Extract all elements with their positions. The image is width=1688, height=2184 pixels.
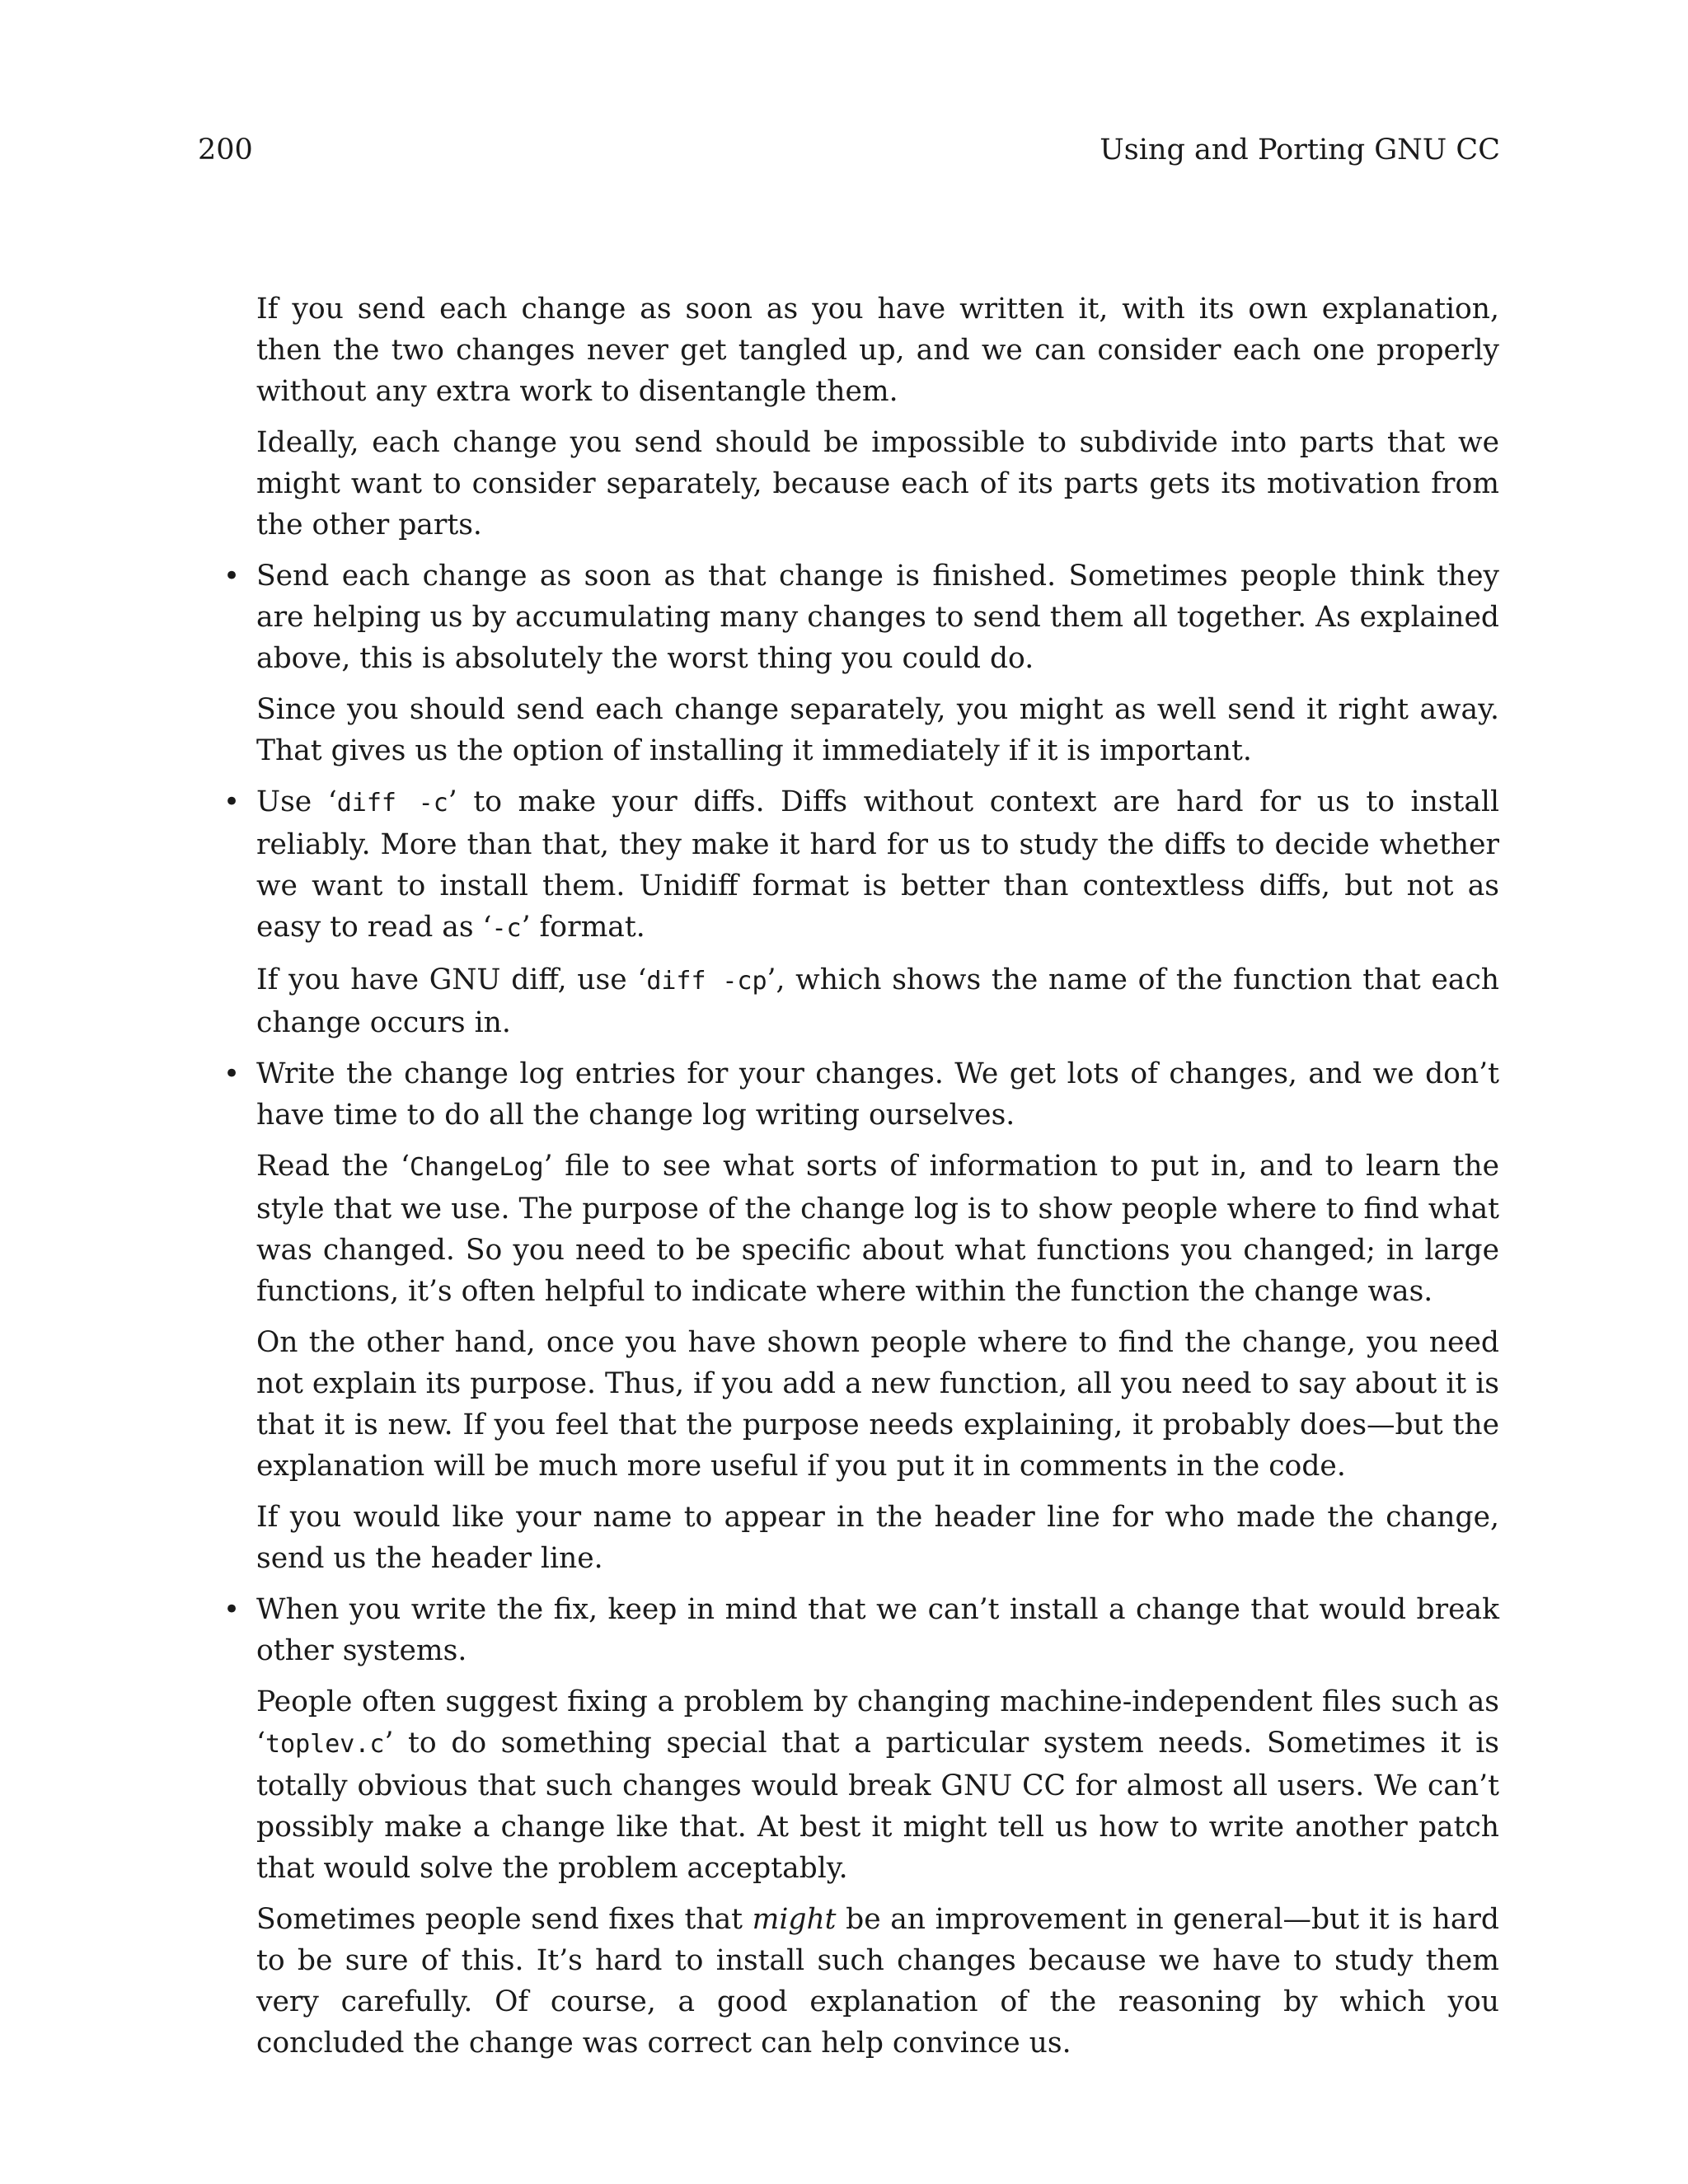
list-item [223, 1053, 1499, 1579]
running-title: Using and Porting GNU CC [1100, 134, 1500, 166]
paragraph [256, 1899, 1499, 2064]
code-snippet: diff -c [336, 789, 448, 818]
text-span: ’, which shows the name of the function that each change occurs in. [256, 963, 1500, 1039]
bullet-icon: • [223, 785, 241, 818]
text-span: ’ to do something special that a particular system needs. Sometimes it is totally obvious that such changes would break GNU CC for almost all users. We can’t possibly make a change like that. At best it might tell us how to write another patch that would solve the problem acceptably. [256, 1727, 1499, 1885]
list-item [223, 781, 1500, 1043]
paragraph: Write the change log entries for your changes. We get lots of changes, and we don’t have time to do all the change log writing ourselves. [256, 1057, 1499, 1132]
paragraph: If you send each change as soon as you have written it, with its own explanation, then the two changes never get tangled up, and we can consider each one properly without any extra work to disentangle them. [256, 293, 1499, 408]
text-span: ’ to make your diffs. Diffs without context are hard for us to install reliably. More than that, they make it hard for us to study the diffs to decide whether we want to install them. Unidiff format is better than contextless diffs, but not as easy to read as ‘ [256, 785, 1499, 944]
paragraph [256, 781, 1499, 949]
paragraph: Send each change as soon as that change is finished. Sometimes people think they are helping us by accumulating many changes to send them all together. As explained above, this is absolutely the worst thing you could do. [256, 560, 1499, 675]
text-span: If you have GNU diff, use ‘ [256, 963, 647, 996]
text-span: ’ format. [521, 911, 645, 944]
text-span: Use ‘ [256, 785, 337, 818]
bullet-icon: • [223, 560, 241, 593]
page-number: 200 [198, 134, 253, 166]
paragraph: Ideally, each change you send should be impossible to subdivide into parts that we might want to consider separately, because each of its parts gets its motivation from the other parts. [256, 426, 1499, 541]
code-snippet: ChangeLog [410, 1153, 544, 1182]
bullet-icon: • [223, 1057, 241, 1090]
paragraph [256, 959, 1499, 1043]
text-span: People often suggest fixing a problem by changing machine-independent files such as ‘ [256, 1685, 1499, 1760]
paragraph [256, 1146, 1499, 1312]
text-span: be an improvement in general—but it is hard to be sure of this. It’s hard to install such changes because we have to study them very carefully. Of course, a good explanation of the reasoning by which you concluded the change was correct can help convince us. [256, 1903, 1499, 2060]
paragraph: Since you should send each change separately, you might as well send it right away. That gives us the option of installing it immediately if it is important. [256, 693, 1499, 767]
bullet-icon: • [223, 1593, 241, 1626]
list-item [223, 1589, 1499, 2064]
paragraph: On the other hand, once you have shown people where to find the change, you need not explain its purpose. Thus, if you add a new function, all you need to say about it is that it is new. If you feel that the purpose needs explaining, it probably does—but the explanation will be much more useful if you put it in comments in the code. [256, 1326, 1499, 1483]
code-snippet: diff -cp [646, 967, 767, 996]
text-span: Read the ‘ [256, 1150, 410, 1183]
emphasis: might [752, 1903, 837, 1936]
text-span: Sometimes people send fixes that [256, 1903, 753, 1936]
code-snippet: -c [491, 914, 522, 943]
page-content [223, 288, 1500, 2074]
page-header [198, 132, 1500, 168]
paragraph: If you would like your name to appear in the header line for who made the change, send us the header line. [256, 1501, 1499, 1575]
paragraph: When you write the fix, keep in mind that we can’t install a change that would break other systems. [256, 1593, 1499, 1667]
paragraph [256, 1681, 1499, 1889]
text-span: ’ file to see what sorts of information to put in, and to learn the style that we use. The purpose of the change log is to show people where to find what was changed. So you need to be specific about what functions you changed; in large functions, it’s often helpful to indicate where within the function the change was. [256, 1150, 1499, 1308]
code-snippet: toplev.c [265, 1730, 385, 1759]
list-item [223, 555, 1499, 771]
